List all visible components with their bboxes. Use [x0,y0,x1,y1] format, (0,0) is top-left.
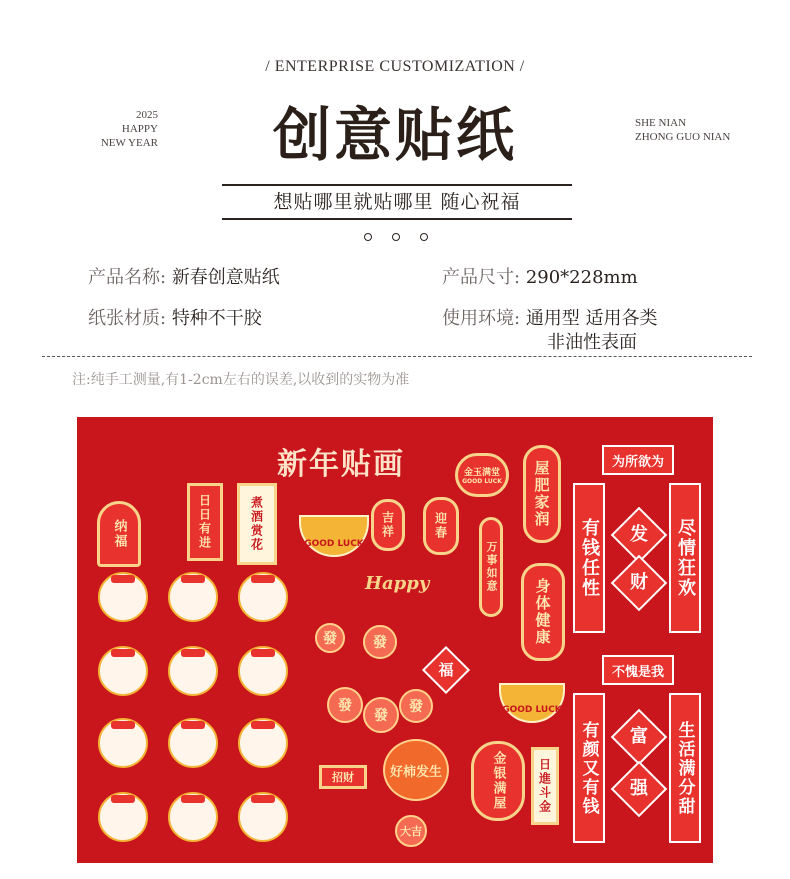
eyebrow-text: / ENTERPRISE CUSTOMIZATION / [265,58,525,75]
lantern-sticker: 吉祥 [371,499,405,551]
arch-sticker: 纳福 [97,501,141,567]
daily-sticker: 日進斗金 [531,747,559,825]
year-line: NEW YEAR [100,137,158,149]
subtitle-box [222,184,572,220]
luck-badge-text: 金玉满堂 [463,468,500,478]
ingot-sticker: GOOD LUCK [499,683,565,723]
banner-sticker: 为所欲为 [602,445,674,475]
lantern-sticker: 迎春 [423,497,459,555]
zhao-sticker: 招财 [319,765,367,789]
long-scroll-sticker: 身体健康 [521,563,565,661]
side-line: ZHONG GUO NIAN [635,131,731,143]
decor-dots [364,233,428,241]
tiger-grid-icon [89,567,309,857]
subtitle: 想贴哪里就贴哪里 随心祝福 [273,191,521,213]
year-line: HAPPY [121,123,158,135]
spec-env-2 [547,331,637,355]
fu-text: 福 [438,661,454,679]
persimmon-sticker: 好柿发生 [383,739,449,801]
spec-value: 新春创意贴纸 [171,267,280,288]
diamond-text: 强 [630,778,648,799]
couplet-left: 有钱任性 [573,483,605,633]
gold-house-sticker: 金银满屋 [471,741,525,821]
couplet-right-2: 生活满分甜 [669,693,701,843]
spec-value: 290*228mm [525,267,638,288]
spec-value: 通用型 适用各类 [525,308,658,329]
diamond-text: 发 [630,524,648,545]
spec-label: 纸张材质: [88,308,167,329]
flower-sticker: 發 [363,625,397,659]
banner-sticker: 不愧是我 [602,655,674,685]
sticker-sheet-image [77,417,713,863]
page-title: 创意贴纸 [272,101,517,169]
flower-sticker: 發 [327,687,363,723]
couplet-right: 尽情狂欢 [669,483,701,633]
side-line: SHE NIAN [635,117,687,129]
diamond-sticker [611,761,668,818]
spec-material [88,307,262,331]
spec-value: 非油性表面 [547,332,637,353]
diamond-sticker [611,709,668,766]
long-scroll-sticker: 屋肥家润 [523,445,561,543]
dot-icon [392,233,400,241]
happy-text: Happy [365,573,430,594]
luck-badge-sub: GOOD LUCK [462,478,502,485]
dot-icon [420,233,428,241]
flower-sticker: 發 [399,689,433,723]
spec-size [442,266,638,290]
scroll-sticker: 日日有进 [187,483,223,561]
flower-sticker: 發 [363,697,399,733]
diamond-sticker [611,555,668,612]
sheet-title: 新年贴画 [277,447,405,482]
divider [42,356,752,357]
year-line: 2025 [136,109,158,121]
spec-label: 使用环境: [442,308,521,329]
dot-icon [364,233,372,241]
scroll-sticker: 煮酒赏花 [237,483,277,565]
ingot-sticker: GOOD LUCK [299,515,369,557]
luck-badge-sticker [455,453,509,497]
fu-sticker [422,646,470,694]
couplet-left-2: 有颜又有钱 [573,693,605,843]
spec-value: 特种不干胶 [171,308,262,329]
diamond-text: 财 [630,572,648,593]
coins-sticker: 万事如意 [479,517,503,617]
spec-label: 产品尺寸: [442,267,521,288]
spec-label: 产品名称: [88,267,167,288]
daji-sticker: 大吉 [395,815,427,847]
spec-env [442,307,658,331]
flower-sticker: 發 [315,623,345,653]
spec-name [88,266,280,290]
diamond-text: 富 [630,726,648,747]
note-text: 注:纯手工测量,有1-2cm左右的误差,以收到的实物为准 [72,372,410,388]
